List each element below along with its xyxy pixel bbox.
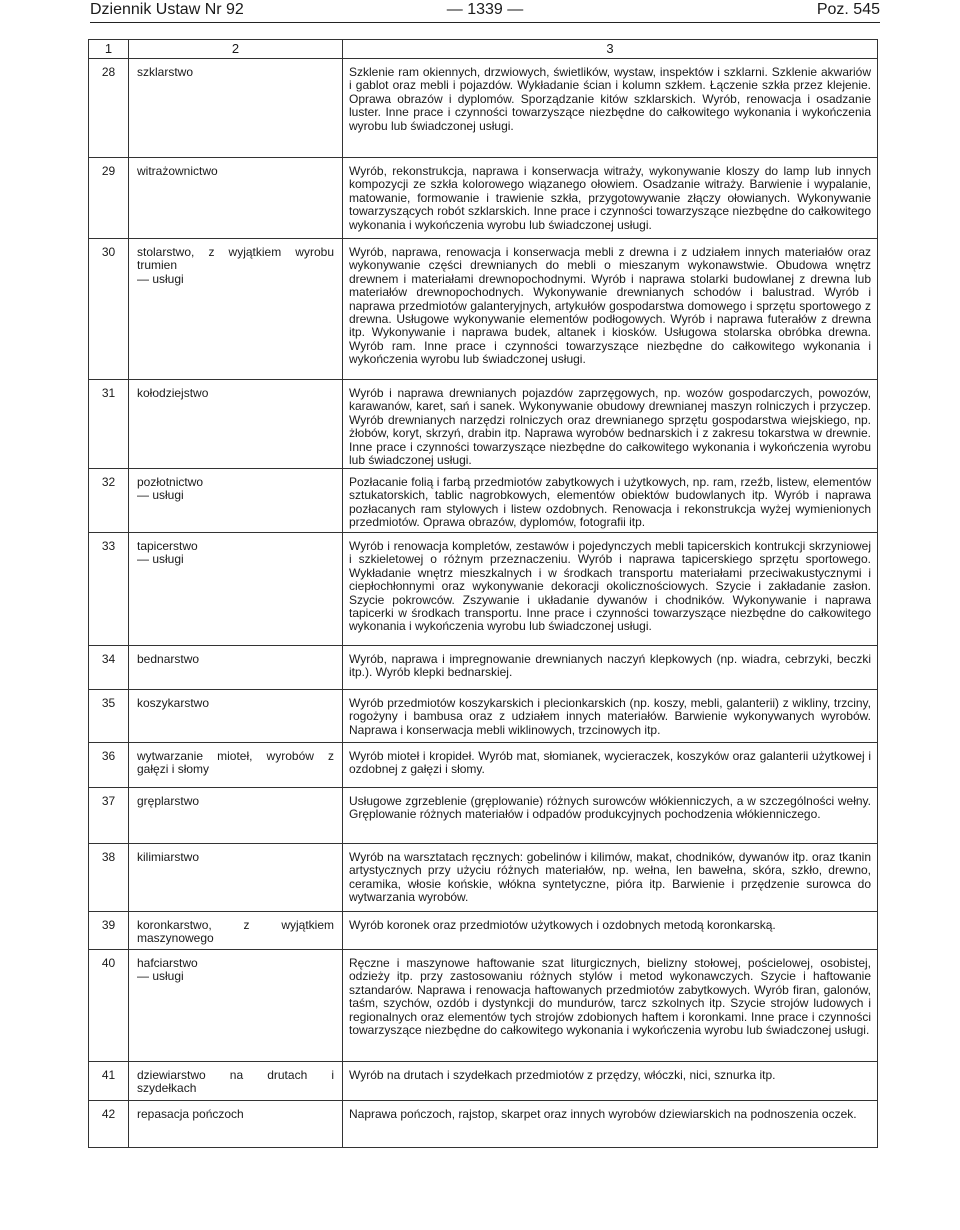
craft-name-cell <box>129 1101 343 1148</box>
table-row <box>89 533 878 646</box>
craft-name-cell <box>129 469 343 533</box>
craft-name: koronkarstwo, z wyjątkiem maszynowego <box>137 918 334 946</box>
craft-name: wytwarzanie mioteł, wyrobów z gałęzi i słomy <box>137 749 334 777</box>
craft-qualifier: — usługi <box>137 552 184 567</box>
row-number: 35 <box>89 690 129 743</box>
table-row <box>89 158 878 239</box>
craft-name-cell <box>129 844 343 912</box>
table-body <box>89 59 878 1148</box>
craft-name-cell <box>129 788 343 844</box>
row-number: 30 <box>89 239 129 380</box>
table-row <box>89 743 878 788</box>
craft-description: Pozłacanie folią i farbą przedmiotów zabytkowych i użytkowych, np. ram, rzeźb, listew, elementów sztukatorskich, tablic nagrobkowych, elementów obiektów budowlanych itp. Wyrób i naprawa pozłacanych ram stylowych i listew ozdobnych. Renowacja i rekonstrukcja wyżej wymienionych przedmiotów. Oprawa obrazów, dyplomów, fotografii itp. <box>343 469 878 533</box>
craft-name: szklarstwo <box>137 65 194 79</box>
table-row <box>89 950 878 1062</box>
craft-description: Usługowe zgrzeblenie (gręplowanie) różnych surowców włókienniczych, a w szczególności wełny. Gręplowanie różnych materiałów i odpadów produkcyjnych pochodzenia włókienniczego. <box>343 788 878 844</box>
row-number: 31 <box>89 380 129 469</box>
table-row <box>89 912 878 950</box>
table-row <box>89 469 878 533</box>
craft-description: Wyrób na warsztatach ręcznych: gobelinów i kilimów, makat, chodników, dywanów itp. oraz tkanin artystycznych przy użyciu różnych materiałów, np. wełna, len bawełna, skóra, szkło, drewno, ceramika, włosie końskie, włókna syntetyczne, pióra itp. Barwienie i przędzenie surowca do wytwarzania wyrobów. <box>343 844 878 912</box>
craft-description: Wyrób koronek oraz przedmiotów użytkowych i ozdobnych metodą koronkarską. <box>343 912 878 950</box>
journal-title: Dziennik Ustaw Nr 92 <box>90 1 244 18</box>
column-header: 1 <box>89 40 129 59</box>
craft-name-cell <box>129 950 343 1062</box>
craft-description: Wyrób i naprawa drewnianych pojazdów zaprzęgowych, np. wozów gospodarczych, powozów, karawanów, karet, sań i sanek. Wykonywanie obudowy drewnianej maszyn rolniczych i przyczep. Wyrób drewnianych narzędzi rolniczych oraz drewnianego sprzętu gospodarstwa wiejskiego, np. żłobów, koryt, skrzyń, drabin itp. Naprawa wyrobów bednarskich i z zakresu tokarstwa w drewnie. Inne prace i czynności towarzyszące niezbędne do całkowitego wykonania i wykończenia wyrobu lub świadczonej usługi. <box>343 380 878 469</box>
craft-name: stolarstwo, z wyjątkiem wyrobu trumien <box>137 245 334 273</box>
page-number: — 1339 — <box>446 1 524 18</box>
craft-name-cell <box>129 912 343 950</box>
craft-qualifier: — usługi <box>137 271 184 286</box>
craft-name-cell <box>129 59 343 158</box>
craft-name: repasacja pończoch <box>137 1107 244 1121</box>
row-number: 34 <box>89 646 129 690</box>
craft-name: pozłotnictwo <box>137 475 204 489</box>
craft-name: gręplarstwo <box>137 794 200 808</box>
craft-name: hafciarstwo <box>137 956 198 970</box>
craft-name-cell <box>129 239 343 380</box>
row-number: 32 <box>89 469 129 533</box>
craft-name-cell <box>129 533 343 646</box>
column-header: 2 <box>129 40 343 59</box>
row-number: 29 <box>89 158 129 239</box>
craft-name-cell <box>129 158 343 239</box>
row-number: 37 <box>89 788 129 844</box>
craft-name: tapicerstwo <box>137 539 198 553</box>
craft-name: koszykarstwo <box>137 696 210 710</box>
page-header <box>90 0 880 23</box>
craft-description: Wyrób na drutach i szydełkach przedmiotów z przędzy, włóczki, nici, sznurka itp. <box>343 1062 878 1101</box>
craft-description: Wyrób, naprawa i impregnowanie drewnianych naczyń klepkowych (np. wiadra, cebrzyki, beczki itp.). Wyrób klepki bednarskiej. <box>343 646 878 690</box>
registry-table <box>88 39 878 1148</box>
craft-name: bednarstwo <box>137 652 200 666</box>
craft-name: dziewiarstwo na drutach i szydełkach <box>137 1068 334 1096</box>
craft-name-cell <box>129 743 343 788</box>
craft-qualifier: — usługi <box>137 488 184 503</box>
table-row <box>89 380 878 469</box>
craft-name: kilimiarstwo <box>137 850 200 864</box>
craft-description: Wyrób, naprawa, renowacja i konserwacja mebli z drewna i z udziałem innych materiałów oraz wykonywanie części drewnianych do mebli o mieszanym wykonawstwie. Obudowa wnętrz drewnem i materiałami drewnopochodnymi. Wyrób i naprawa stolarki budowlanej z drewna lub materiałów drewnopochodnych. Wykonywanie drewnianych schodów i balustrad. Wyrób i naprawa przedmiotów galanteryjnych, artykułów gospodarstwa domowego i sprzętu sportowego z drewna. Usługowe wykonywanie elementów podłogowych. Wyrób i naprawa futerałów z drewna itp. Wykonywanie i naprawa budek, altanek i kiosków. Usługowa stolarska obróbka drewna. Wyrób ram. Inne prace i czynności towarzyszące niezbędne do całkowitego wykonania i wykończenia wyrobu lub świadczonej usługi. <box>343 239 878 380</box>
row-number: 33 <box>89 533 129 646</box>
craft-description: Wyrób i renowacja kompletów, zestawów i pojedynczych mebli tapicerskich kontrukcji skrzyniowej i szkieletowej o różnym przeznaczeniu. Wyrób i naprawa tapicerskiego sprzętu sportowego. Wykładanie wnętrz mieszkalnych i w środkach transportu materiałami przeciwakustycznymi i ciepłochłonnymi oraz wykonywanie dekoracji okolicznościowych. Szycie i zakładanie zasłon. Szycie pokrowców. Zszywanie i układanie dywanów i chodników. Wykonywanie i naprawa tapicerki w środkach transportu. Inne prace i czynności towarzyszące niezbędne do całkowitego wykonania i wykończenia wyrobu lub świadczonej usługi. <box>343 533 878 646</box>
row-number: 36 <box>89 743 129 788</box>
row-number: 42 <box>89 1101 129 1148</box>
craft-description: Wyrób przedmiotów koszykarskich i plecionkarskich (np. koszy, mebli, galanterii) z wikliny, trzciny, rogożyny i bambusa oraz z udziałem innych materiałów. Barwienie wykonywanych wyrobów. Naprawa i konserwacja mebli wiklinowych, trzcinowych itp. <box>343 690 878 743</box>
craft-description: Naprawa pończoch, rajstop, skarpet oraz innych wyrobów dziewiarskich na podnoszenia oczek. <box>343 1101 878 1148</box>
craft-name-cell <box>129 380 343 469</box>
table-row <box>89 844 878 912</box>
row-number: 41 <box>89 1062 129 1101</box>
row-number: 40 <box>89 950 129 1062</box>
column-header: 3 <box>343 40 878 59</box>
table-row <box>89 1062 878 1101</box>
table-row <box>89 59 878 158</box>
craft-name: kołodziejstwo <box>137 386 209 400</box>
craft-name-cell <box>129 1062 343 1101</box>
craft-name-cell <box>129 646 343 690</box>
table-row <box>89 646 878 690</box>
craft-description: Ręczne i maszynowe haftowanie szat liturgicznych, bielizny stołowej, pościelowej, osobistej, odzieży itp. przy zastosowaniu różnych stylów i metod wykonawczych. Szycie i haftowanie sztandarów. Naprawa i renowacja haftowanych przedmiotów zabytkowych. Wyrób firan, galonów, taśm, szychów, ozdób i dystynkcji do mundurów, tarcz szkolnych itp. Szycie strojów ludowych i regionalnych oraz elementów tych strojów zdobionych haftem i koronkami. Inne prace i czynności towarzyszące niezbędne do całkowitego wykonania i wykończenia wyrobu lub świadczonej usługi. <box>343 950 878 1062</box>
craft-name: witrażownictwo <box>137 164 218 178</box>
craft-description: Szklenie ram okiennych, drzwiowych, świetlików, wystaw, inspektów i szklarni. Szklenie akwariów i gablot oraz mebli i pojazdów. Wykładanie ścian i kolumn szkłem. Łączenie szkła przez klejenie. Oprawa obrazów i dyplomów. Sporządzanie kitów szklarskich. Wyrób, renowacja i osadzanie luster. Inne prace i czynności towarzyszące niezbędne do całkowitego wykonania i wykończenia wyrobu lub świadczonej usługi. <box>343 59 878 158</box>
craft-description: Wyrób mioteł i kropideł. Wyrób mat, słomianek, wycieraczek, koszyków oraz galanterii użytkowej i ozdobnej z gałęzi i słomy. <box>343 743 878 788</box>
craft-name-cell <box>129 690 343 743</box>
table-header-row <box>89 40 878 59</box>
table-row <box>89 690 878 743</box>
craft-qualifier: — usługi <box>137 969 184 984</box>
row-number: 38 <box>89 844 129 912</box>
craft-description: Wyrób, rekonstrukcja, naprawa i konserwacja witraży, wykonywanie kloszy do lamp lub innych kompozycji ze szkła kolorowego wiązanego ołowiem. Osadzanie witraży. Barwienie i wypalanie, matowanie, formowanie i trawienie szkła, przygotowywanie złączy ołowianych. Wykonywanie towarzyszących robót szklarskich. Inne prace i czynności towarzyszące niezbędne do całkowitego wykonania i wykończenia wyrobu lub świadczonej usługi. <box>343 158 878 239</box>
position-number: Poz. 545 <box>816 1 880 18</box>
table-row <box>89 239 878 380</box>
row-number: 28 <box>89 59 129 158</box>
row-number: 39 <box>89 912 129 950</box>
table-row <box>89 788 878 844</box>
table-row <box>89 1101 878 1148</box>
